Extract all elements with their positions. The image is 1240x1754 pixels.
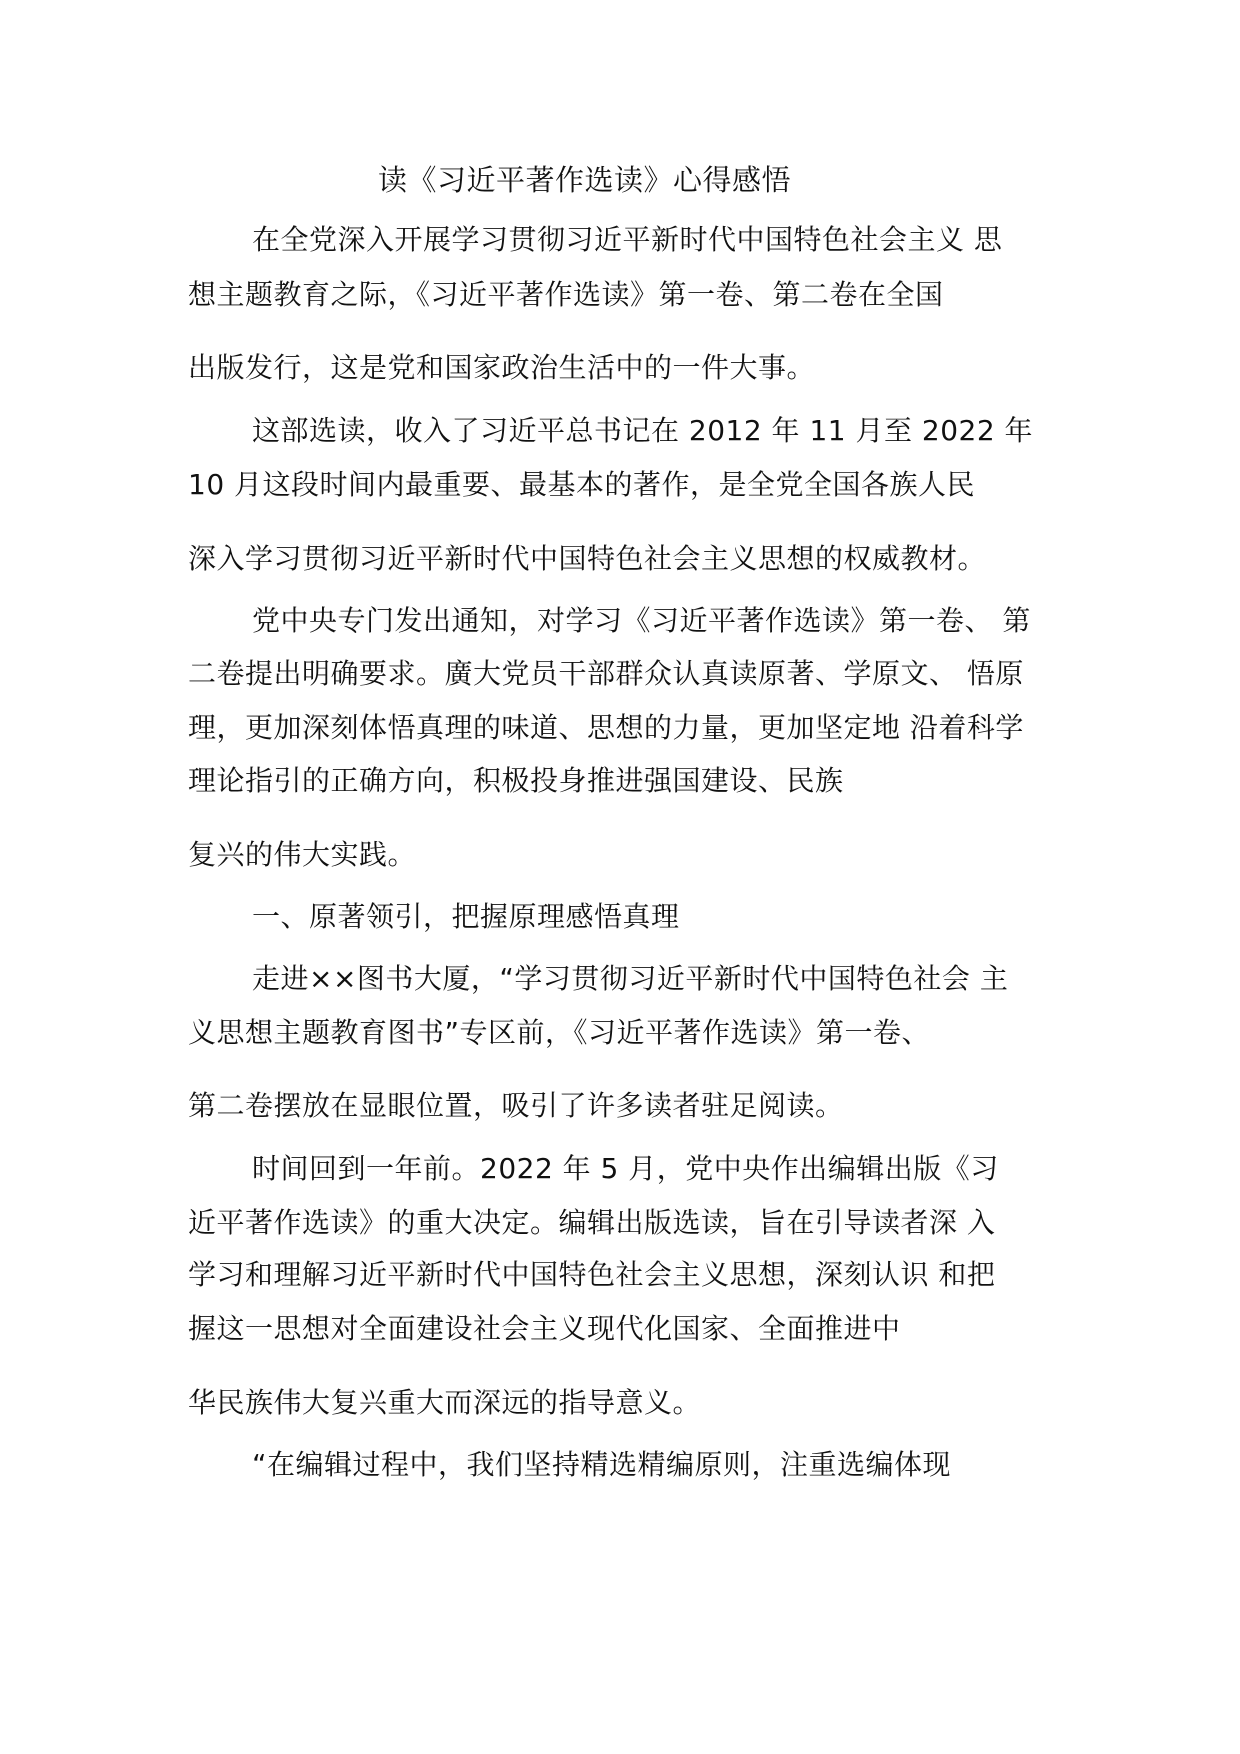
text-line: 华民族伟大复兴重大而深远的指导意义。 [188, 1386, 702, 1419]
text-line: 学习和理解习近平新时代中国特色社会主义思想，深刻认识 和把 [188, 1258, 996, 1291]
text-line: 理论指引的正确方向，积极投身推进强国建设、民族 [188, 764, 844, 797]
text-line: 义思想主题教育图书”专区前，《习近平著作选读》第一卷、 [188, 1016, 931, 1049]
text-line: 这部选读，收入了习近平总书记在 2012 年 11 月至 2022 年 [252, 414, 1034, 447]
text-line: 二卷提出明确要求。廣大党员干部群众认真读原著、学原文、 悟原 [188, 657, 1024, 690]
text-line: 想主题教育之际，《习近平著作选读》第一卷、第二卷在全国 [188, 278, 944, 311]
text-line: 时间回到一年前。2022 年 5 月，党中央作出编辑出版《习 [252, 1152, 999, 1185]
text-line: 第二卷摆放在显眼位置，吸引了许多读者驻足阅读。 [188, 1089, 844, 1122]
text-line: 出版发行，这是党和国家政治生活中的一件大事。 [188, 351, 816, 384]
text-line: 近平著作选读》的重大决定。编辑出版选读，旨在引导读者深 入 [188, 1206, 996, 1239]
text-line: 深入学习贯彻习近平新时代中国特色社会主义思想的权威教材。 [188, 542, 987, 575]
section-heading: 一、原著领引，把握原理感悟真理 [252, 900, 680, 933]
document-title: 读《习近平著作选读》心得感悟 [378, 163, 792, 197]
text-line: 复兴的伟大实践。 [188, 838, 417, 871]
text-line: 党中央专门发出通知，对学习《习近平著作选读》第一卷、 第 [252, 604, 1031, 637]
text-line: 10 月这段时间内最重要、最基本的著作，是全党全国各族人民 [188, 468, 976, 501]
text-line: 握这一思想对全面建设社会主义现代化国家、全面推进中 [188, 1312, 901, 1345]
text-line: “在编辑过程中，我们坚持精选精编原则，注重选编体现 [252, 1448, 952, 1481]
text-line: 走进××图书大厦，“学习贯彻习近平新时代中国特色社会 主 [252, 962, 1009, 995]
text-line: 在全党深入开展学习贯彻习近平新时代中国特色社会主义 思 [252, 223, 1003, 256]
text-line: 理，更加深刻体悟真理的味道、思想的力量，更加坚定地 沿着科学 [188, 711, 1024, 744]
